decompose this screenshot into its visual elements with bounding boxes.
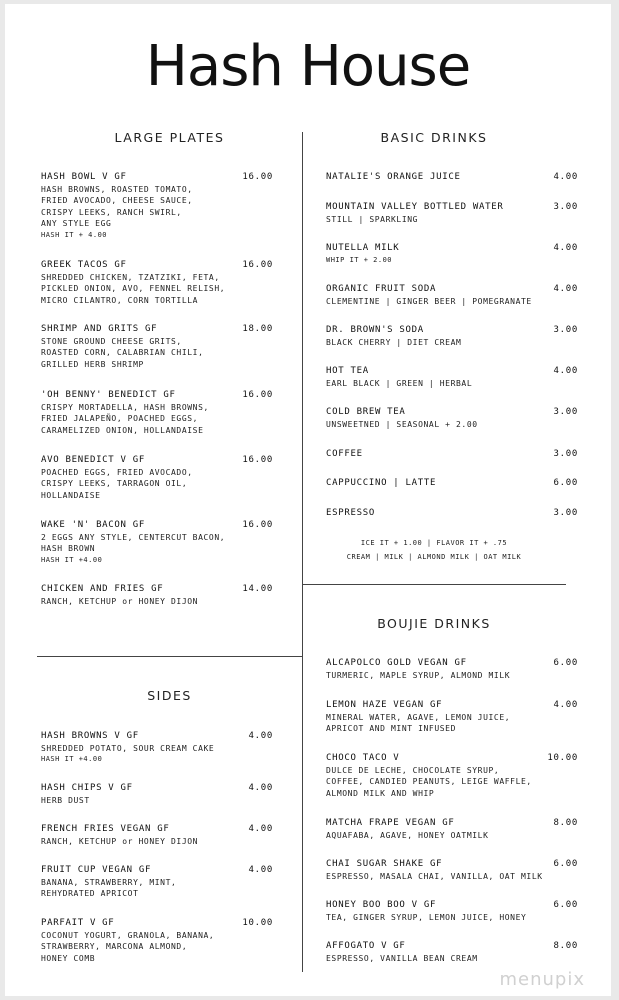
menu-item-cold-brew-tea: COLD BREW TEA UNSWEETNED | SEASONAL + 2.00 bbox=[326, 407, 478, 429]
price: 3.00 bbox=[553, 407, 578, 417]
price: 4.00 bbox=[553, 284, 578, 294]
section-divider-left bbox=[37, 656, 302, 657]
boujie-drinks-title: BOUJIE DRINKS bbox=[377, 616, 491, 631]
basic-drinks-title: BASIC DRINKS bbox=[380, 130, 488, 145]
price: 8.00 bbox=[553, 818, 578, 828]
price: 10.00 bbox=[547, 753, 578, 763]
addons-line-1: ICE IT + 1.00 | FLAVOR IT + .75 bbox=[360, 539, 508, 547]
price: 16.00 bbox=[242, 260, 273, 270]
menu-item-coffee: COFFEE bbox=[326, 449, 363, 459]
price: 16.00 bbox=[242, 390, 273, 400]
price: 3.00 bbox=[553, 449, 578, 459]
price: 10.00 bbox=[242, 918, 273, 928]
price: 4.00 bbox=[248, 783, 273, 793]
addons-line-2: CREAM | MILK | ALMOND MILK | OAT MILK bbox=[346, 553, 522, 561]
menu-item-chai-sugar-shake: CHAI SUGAR SHAKE GF ESPRESSO, MASALA CHAI, VANILLA, OAT MILK bbox=[326, 859, 543, 881]
menu-item-avo-benedict: AVO BENEDICT V GF POACHED EGGS, FRIED AVOCADO, CRISPY LEEKS, TARRAGON OIL, HOLLANDAISE bbox=[41, 455, 193, 500]
price: 4.00 bbox=[553, 366, 578, 376]
menu-item-nutella-milk: NUTELLA MILK WHIP IT + 2.00 bbox=[326, 243, 400, 264]
menu-item-choco-taco: CHOCO TACO V DULCE DE LECHE, CHOCOLATE SYRUP, COFFEE, CANDIED PEANUTS, LEIGE WAFFLE, ALMOND MILK AND WHIP bbox=[326, 753, 532, 798]
price: 6.00 bbox=[553, 478, 578, 488]
price: 16.00 bbox=[242, 520, 273, 530]
menu-item-matcha-frape: MATCHA FRAPE VEGAN GF AQUAFABA, AGAVE, HONEY OATMILK bbox=[326, 818, 489, 840]
price: 4.00 bbox=[553, 243, 578, 253]
price: 6.00 bbox=[553, 859, 578, 869]
price: 6.00 bbox=[553, 900, 578, 910]
price: 4.00 bbox=[248, 731, 273, 741]
menu-item-wake-n-bacon: WAKE 'N' BACON GF 2 EGGS ANY STYLE, CENTERCUT BACON, HASH BROWN HASH IT +4.00 bbox=[41, 520, 226, 564]
section-divider-right bbox=[302, 584, 566, 585]
sides-title: SIDES bbox=[147, 688, 192, 703]
menu-item-bottled-water: MOUNTAIN VALLEY BOTTLED WATER STILL | SPARKLING bbox=[326, 202, 504, 224]
menu-item-fruit-cup: FRUIT CUP VEGAN GF BANANA, STRAWBERRY, MINT, REHYDRATED APRICOT bbox=[41, 865, 177, 898]
menu-item-espresso: ESPRESSO bbox=[326, 508, 375, 518]
price: 8.00 bbox=[553, 941, 578, 951]
restaurant-name: Hash House bbox=[145, 34, 471, 99]
menu-item-honey-boo-boo: HONEY BOO BOO V GF TEA, GINGER SYRUP, LEMON JUICE, HONEY bbox=[326, 900, 527, 922]
price: 4.00 bbox=[248, 824, 273, 834]
menu-item-parfait: PARFAIT V GF COCONUT YOGURT, GRANOLA, BANANA, STRAWBERRY, MARCONA ALMOND, HONEY COMB bbox=[41, 918, 215, 963]
drink-addons-note bbox=[302, 536, 566, 564]
menu-item-french-fries: FRENCH FRIES VEGAN GF RANCH, KETCHUP or HONEY DIJON bbox=[41, 824, 199, 846]
price: 18.00 bbox=[242, 324, 273, 334]
menu-item-hash-browns: HASH BROWNS V GF SHREDDED POTATO, SOUR CREAM CAKE HASH IT +4.00 bbox=[41, 731, 215, 763]
menu-item-affogato: AFFOGATO V GF ESPRESSO, VANILLA BEAN CREAM bbox=[326, 941, 478, 963]
watermark-logo: menupix bbox=[499, 969, 585, 990]
menu-item-dr-browns-soda: DR. BROWN'S SODA BLACK CHERRY | DIET CREAM bbox=[326, 325, 462, 347]
menu-item-organic-fruit-soda: ORGANIC FRUIT SODA CLEMENTINE | GINGER BEER | POMEGRANATE bbox=[326, 284, 532, 306]
menu-item-shrimp-and-grits: SHRIMP AND GRITS GF STONE GROUND CHEESE GRITS, ROASTED CORN, CALABRIAN CHILI, GRILLED HERB SHRIMP bbox=[41, 324, 204, 369]
menu-item-orange-juice: NATALIE'S ORANGE JUICE bbox=[326, 172, 461, 182]
menu-item-hash-bowl: HASH BOWL V GF HASH BROWNS, ROASTED TOMATO, FRIED AVOCADO, CHEESE SAUCE, CRISPY LEEKS, RANCH SWIRL, ANY STYLE EGG HASH IT + 4.00 bbox=[41, 172, 193, 239]
price: 3.00 bbox=[553, 202, 578, 212]
price: 16.00 bbox=[242, 455, 273, 465]
price: 4.00 bbox=[553, 172, 578, 182]
price: 4.00 bbox=[553, 700, 578, 710]
price: 6.00 bbox=[553, 658, 578, 668]
menu-item-hash-chips: HASH CHIPS V GF HERB DUST bbox=[41, 783, 133, 805]
price: 16.00 bbox=[242, 172, 273, 182]
menu-item-cappuccino-latte: CAPPUCCINO | LATTE bbox=[326, 478, 437, 488]
menu-item-chicken-and-fries: CHICKEN AND FRIES GF RANCH, KETCHUP or HONEY DIJON bbox=[41, 584, 199, 606]
price: 14.00 bbox=[242, 584, 273, 594]
menu-item-alcapolco-gold: ALCAPOLCO GOLD VEGAN GF TURMERIC, MAPLE SYRUP, ALMOND MILK bbox=[326, 658, 511, 680]
menu-item-lemon-haze: LEMON HAZE VEGAN GF MINERAL WATER, AGAVE, LEMON JUICE, APRICOT AND MINT INFUSED bbox=[326, 700, 511, 733]
menu-card bbox=[5, 4, 611, 996]
price: 3.00 bbox=[553, 508, 578, 518]
price: 3.00 bbox=[553, 325, 578, 335]
menu-item-hot-tea: HOT TEA EARL BLACK | GREEN | HERBAL bbox=[326, 366, 473, 388]
menu-item-greek-tacos: GREEK TACOS GF SHREDDED CHICKEN, TZATZIKI, FETA, PICKLED ONION, AVO, FENNEL RELISH, MICRO CILANTRO, CORN TORTILLA bbox=[41, 260, 226, 305]
large-plates-title: LARGE PLATES bbox=[114, 130, 225, 145]
price: 4.00 bbox=[248, 865, 273, 875]
menu-item-oh-benny-benedict: 'OH BENNY' BENEDICT GF CRISPY MORTADELLA, HASH BROWNS, FRIED JALAPEÑO, POACHED EGGS, CARAMELIZED ONION, HOLLANDAISE bbox=[41, 390, 209, 435]
